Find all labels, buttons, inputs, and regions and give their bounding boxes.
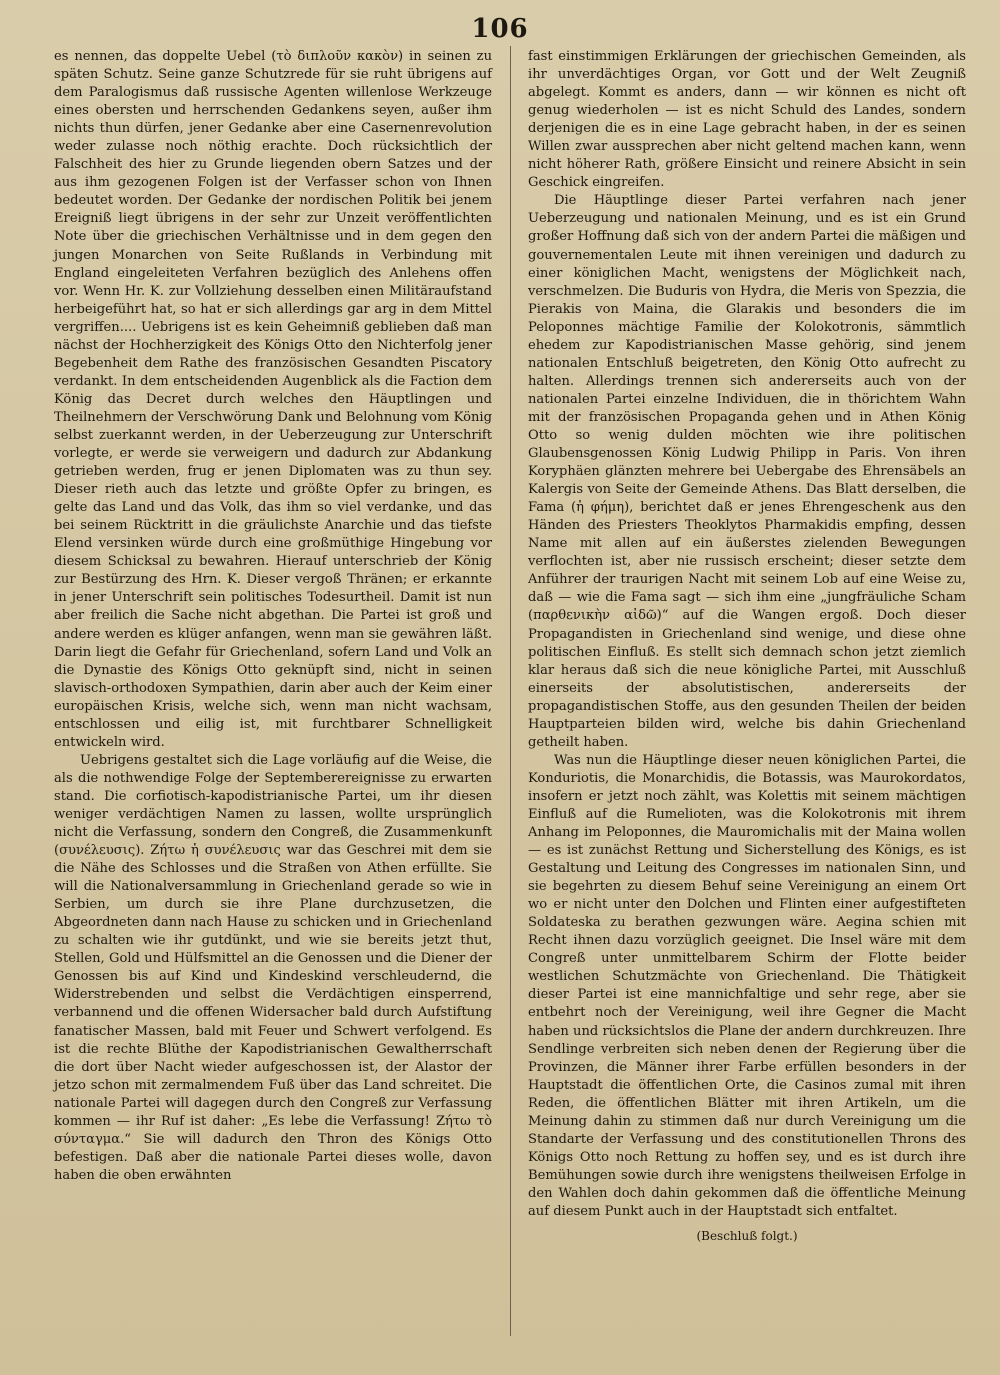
- right-paragraph-3: Was nun die Häuptlinge dieser neuen königlichen Partei, die Konduriotis, die Monarchidis, die Botassis, was Maurokordatos, insofern er jetzt noch zählt, was Kolettis mit seinem mächtigen Einfluß auf die Rumelioten, was die Kolokotronis mit ihrem Anhang im Peloponnes, die Mauromichalis mit der Maina wollen — es ist zunächst Rettung und Sicherstellung des Königs, es ist Gestaltung und Leitung des Congresses im nationalen Sinn, und sie begehrten zu diesem Behuf seine Vereinigung an einem Ort wo er nicht unter den Dolchen und Flinten einer aufgestifteten Soldateska zu berathen gezwungen wäre. Aegina schien mit Recht ihnen dazu vorzüglich geeignet. Die Insel wäre mit dem Congreß unter unmittelbarem Schirm der Flotte beider westlichen Schutzmächte von Griechenland. Die Thätigkeit dieser Partei ist eine mannichfaltige und sehr rege, aber sie entbehrt noch der Vereinigung, weil ihre Gegner die Macht haben und rücksichtslos die Plane der andern durchkreuzen. Ihre Sendlinge verbreiten sich neben denen der Regierung über die Provinzen, die Männer ihrer Farbe erfüllen besonders in der Hauptstadt die öffentlichen Orte, die Casinos zumal mit ihren Reden, die öffentlichen Blätter mit ihren Artikeln, um die Meinung dahin zu stimmen daß nur durch Vereinigung um die Standarte der Verfassung und des constitutionellen Throns des Königs Otto noch Rettung zu hoffen sey, und es ist durch ihre Bemühungen sowie durch ihre wenigstens theilweisen Erfolge in den Wahlen doch dahin gekommen daß die öffentliche Meinung auf diesem Punkt auch in der Hauptstadt sich entfaltet.: [528, 752, 966, 1219]
- right-paragraph-1: fast einstimmigen Erklärungen der griechischen Gemeinden, als ihr unverdächtiges Organ, vor Gott und der Welt Zeugniß abgelegt. Kommt es anders, dann — wir können es nicht oft genug wiederholen — ist es nicht Schuld des Landes, sondern derjenigen die es in eine Lage gebracht haben, in der es seinen Willen zwar aussprechen aber nicht geltend machen kann, wenn nicht höherer Rath, größere Einsicht und reinere Absicht in sein Geschick eingreifen.: [528, 49, 966, 191]
- right-paragraph-2: Die Häuptlinge dieser Partei verfahren nach jener Ueberzeugung und nationalen Meinung, und es ist ein Grund großer Hoffnung daß sich von der andern Partei die mäßigen und gouvernementalen Leute mit ihnen vereinigen und dadurch zu einer königlichen Macht, wenigstens der Möglichkeit nach, verschmelzen. Die Buduris von Hydra, die Meris von Spezzia, die Pierakis von Maina, die Glarakis und besonders die im Peloponnes mächtige Familie der Kolokotronis, sämmtlich ehedem zur Kapodistrianischen Masse gehörig, sind jenem nationalen Entschluß beigetreten, den König Otto aufrecht zu halten. Allerdings trennen sich andererseits auch von der nationalen Partei einzelne Individuen, die in thörichtem Wahn mit der französischen Propaganda gehen und in Athen König Otto so wenig dulden möchten wie ihre politischen Glaubensgenossen König Ludwig Philipp in Paris. Von ihren Koryphäen glänzten mehrere bei Uebergabe des Ehrensäbels an Kalergis von Seite der Gemeinde Athens. Das Blatt derselben, die Fama (ἡ φήμη), berichtet daß er jenes Ehrengeschenk aus den Händen des Priesters Theoklytos Pharmakidis empfing, dessen Name mit allen auf ein äußerstes zielenden Bewegungen verflochten ist, aber nie russisch erscheint; dieser setzte dem Anführer der traurigen Nacht mit seinem Lob auf eine Weise zu, daß — wie die Fama sagt — sich ihm eine „jungfräuliche Scham (παρθενικὴν αἰδῶ)“ auf die Wangen ergoß. Doch dieser Propagandisten in Griechenland sind wenige, und diese ohne politischen Einfluß. Es stellt sich demnach schon jetzt ziemlich klar heraus daß sich die neue königliche Partei, mit Ausschluß einerseits der absolutistischen, andererseits der propagandistischen Stoffe, aus den gesunden Theilen der beiden Hauptparteien bilden wird, welche bis dahin Griechenland getheilt haben.: [528, 193, 966, 750]
- right-column: [528, 48, 966, 1245]
- left-paragraph-2: Uebrigens gestaltet sich die Lage vorläufig auf die Weise, die als die nothwendige Folge der Septemberereignisse zu erwarten stand. Die corfiotisch-kapodistrianische Partei, um ihr diesen weniger verdächtigen Namen zu lassen, wollte ursprünglich nicht die Verfassung, sondern den Congreß, die Zusammenkunft (συνέλευσις). Ζήτω ἡ συνέλευσις war das Geschrei mit dem sie die Nähe des Schlosses und die Straßen von Athen erfüllte. Sie will die Nationalversammlung in Griechenland gerade so wie in Serbien, um durch sie ihre Plane durchzusetzen, die Abgeordneten dann nach Hause zu schicken und in Griechenland zu schalten wie ihr gutdünkt, und wie sie bereits jetzt thut, Stellen, Gold und Hülfsmittel an die Genossen und die Diener der Genossen bis auf Kind und Kindeskind verschleudernd, die Widerstrebenden und selbst die Verdächtigen einsperrend, verbannend und die offenen Widersacher bald durch Aufstiftung fanatischer Massen, bald mit Feuer und Schwert verfolgend. Es ist die rechte Blüthe der Kapodistrianischen Gewaltherrschaft die dort über Nacht wieder aufgeschossen ist, der Alastor der jetzo schon mit zermalmendem Fuß über das Land schreitet. Die nationale Partei will dagegen durch den Congreß zur Verfassung kommen — ihr Ruf ist daher: „Es lebe die Verfassung! Ζήτω τὸ σύνταγμα.“ Sie will dadurch den Thron des Königs Otto befestigen. Daß aber die nationale Partei dieses wolle, davon haben die oben erwähnten: [54, 752, 492, 1183]
- continuation-note: (Beschluß folgt.): [696, 1229, 798, 1244]
- left-paragraph-1: es nennen, das doppelte Uebel (τὸ διπλοῦν κακὸν) in seinen zu späten Schutz. Seine ganze Schutzrede für sie ruht übrigens auf dem Paralogismus daß russische Agenten willenlose Werkzeuge eines obersten und herrschenden Gedankens seyen, außer ihm nichts thun dürfen, jener Gedanke aber eine Casernenrevolution weder zulasse noch nöthig erachte. Doch rücksichtlich der Falschheit des hier zu Grunde liegenden obern Satzes und der aus ihm gezogenen Folgen ist der Verfasser schon von Ihnen bedeutet worden. Der Gedanke der nordischen Politik bei jenem Ereigniß liegt übrigens in der sehr zur Unzeit veröffentlichten Note über die griechischen Verhältnisse und in dem gegen den jungen Monarchen von Seite Rußlands in Verbindung mit England eingeleiteten Verfahren bezüglich des Anlehens offen vor. Wenn Hr. K. zur Vollziehung desselben einen Militäraufstand herbeigeführt hat, so hat er sich allerdings gar arg in dem Mittel vergriffen.... Uebrigens ist es kein Geheimniß geblieben daß man nächst der Hochherzigkeit des Königs Otto den Nichterfolg jener Begebenheit dem Rathe des französischen Gesandten Piscatory verdankt. In dem entscheidenden Augenblick als die Faction dem König das Decret durch welches den Häuptlingen und Theilnehmern der Verschwörung Dank und Belohnung vom König selbst zuerkannt werden, in der Ueberzeugung zur Unterschrift vorlegte, er werde sie verweigern und dadurch zur Abdankung getrieben werden, frug er jenen Diplomaten was zu thun sey. Dieser rieth auch das letzte und größte Opfer zu bringen, es gelte das Land und das Volk, das ihm so viel verdanke, und das bei seinem Rücktritt in die gräulichste Anarchie und das tiefste Elend versinken würde durch eine großmüthige Hingebung vor diesem Schicksal zu bewahren. Hierauf unterschrieb der König zur Bestürzung des Hrn. K. Dieser vergoß Thränen; er erkannte in jener Unterschrift sein politisches Todesurtheil. Damit ist nun aber freilich die Sache nicht abgethan. Die Partei ist groß und andere werden es klüger anfangen, wenn man sie gewähren läßt. Darin liegt die Gefahr für Griechenland, sofern Land und Volk an die Dynastie des Königs Otto geknüpft sind, nicht in seinen slavisch-orthodoxen Sympathien, darin aber auch der Keim einer europäischen Krisis, welche sich, wenn man nicht wachsam, entschlossen und eilig ist, mit furchtbarer Schnelligkeit entwickeln wird.: [54, 49, 492, 750]
- column-divider: [510, 46, 511, 1336]
- page-number: 106: [471, 14, 529, 44]
- left-column: [54, 48, 492, 1185]
